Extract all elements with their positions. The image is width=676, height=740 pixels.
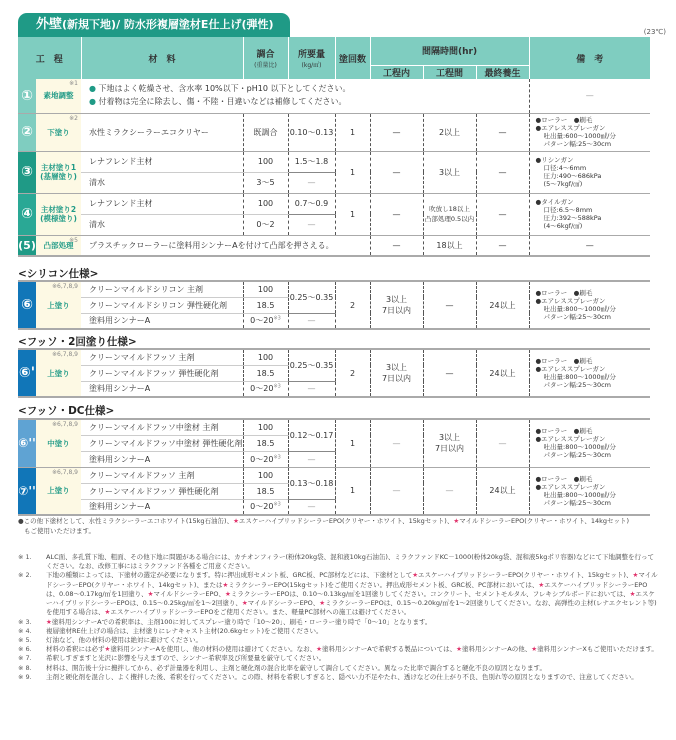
step-name: 主材塗り2: [40, 205, 77, 214]
footnote-7: ※ 7. 希釈しすぎますと光沢に影響を与えますので、シンナー希釈率及び所要量を厳守してください。: [18, 654, 326, 663]
ref-note: ※6,7,8,9: [51, 468, 78, 476]
header-remarks: 備 考: [529, 37, 650, 79]
interval-between: —: [423, 349, 476, 397]
mix-ratio: 100: [243, 349, 288, 365]
material-name: 清水: [81, 214, 243, 235]
coats: 1: [335, 193, 370, 235]
interval-between: 2以上: [423, 113, 476, 151]
amount: —: [288, 172, 335, 193]
interval-within: 3以上 7日以内: [370, 349, 423, 397]
table-row: [18, 113, 650, 151]
header-between: 工程間: [423, 65, 476, 79]
interval-within: —: [370, 193, 423, 235]
remarks: ●リシンガン 口径:4〜6mm 圧力:490〜686kPa (5〜7kgf/㎠): [529, 151, 650, 193]
material-name: クリーンマイルドフッソ中塗材 主剤: [81, 419, 243, 435]
final-cure: 24以上: [476, 349, 529, 397]
final-cure: —: [476, 113, 529, 151]
other-primer-note: ●この他下塗材として、水性ミラクシーラーエコホワイト(15kg石油缶)、★エスケーハイブリッドシーラーEPO(クリヤー・ホワイト、15kgセット)、★マイルドシーラーEPO(クリヤー・ホワイト、14kgセット) もご使用いただけます。: [18, 517, 630, 536]
interval-between: 18以上: [423, 235, 476, 256]
section-title-silicon: <シリコン仕様>: [18, 268, 99, 280]
mix-ratio: 0〜20$^{※3}$: [243, 381, 288, 397]
amount: 0.13〜0.18: [288, 467, 335, 499]
amount: 0.7〜0.9: [288, 193, 335, 214]
material-name: 塗料用シンナーA: [81, 313, 243, 329]
remarks: ●ローラー ●刷毛 ●エアレススプレーガン 吐出量:800〜1000㎖/分 パターン幅:25〜30cm: [529, 467, 650, 515]
material-name: 塗料用シンナーA: [81, 499, 243, 515]
interval-within: —: [370, 113, 423, 151]
header-within: 工程内: [370, 65, 423, 79]
footnote-1: ※ 1. ALC面、多孔質下地、粗面、その他下地に問題がある場合には、カチオンフィラー(粉体20kg袋、混和液10kg石油缶)、ミラクファンドKC－1000(粉体20kg袋、混和液5kgポリ容器)などにて下地調整を行ってください。なお、改修工事にはミラクファンド各種をご用意ください。: [18, 553, 654, 571]
footnote-2: ※ 2. 下地の種類によっては、下塗材の選定が必要になります。特に押出成形セメント板、GRC板、PC部材などには、下塗材として★エスケーハイブリッドシーラーEPO(クリヤー・ホワイト、15kgセット)、★マイルドシーラーEPO(クリヤー・ホワイト、14kgセット)、または★ミラクシーラーEPO(15kgセット)をご使用ください。押出成形セメント板、GRC板、PC部材においては、★エスケーハイブリッドシーラーEPOは、0.08〜0.17kg/㎡を1回塗り、★マイルドシーラーEPO、★ミラクシーラーEPOは、0.10〜0.13kg/㎡を1回塗りしてください。コンクリート、セメントモルタル、フレキシブルボードにおいては、★エスケーハイブリッドシーラーEPOは、0.15〜0.25kg/㎡を1〜2回塗り、★マイルドシーラーEPO、★ミラクシーラーEPOは、0.15〜0.20kg/㎡を1〜2回塗りしてください。なお、高弾性の主材(レナエクセレント等)を使用する場合は、★エスケーハイブリッドシーラーEPOをご使用ください。また、軽量PC部材への施工は避けてください。: [18, 571, 658, 617]
step-name: 凸部処理: [43, 240, 74, 250]
step-name: 上塗り: [47, 368, 70, 378]
material-name: レナフレンド主材: [81, 193, 243, 214]
coats: 1: [335, 467, 370, 515]
interval-between: 吹放し18以上 凸部処理0.5以内: [423, 193, 476, 235]
mix-ratio: 0〜20$^{※3}$: [243, 313, 288, 329]
amount: 0.25〜0.35: [288, 281, 335, 313]
header-mix-sub: (重量比): [254, 62, 277, 69]
interval-within: —: [370, 419, 423, 467]
mix-ratio: 100: [243, 193, 288, 214]
remarks: ●ローラー ●刷毛 ●エアレススプレーガン 吐出量:600〜1000㎖/分 パターン幅:25〜30cm: [529, 113, 650, 151]
material-name: レナフレンド主材: [81, 151, 243, 172]
material-name: クリーンマイルドフッソ 主剤: [81, 467, 243, 483]
footnote-3: ※ 3. ★塗料用シンナーAでの希釈率は、主剤100に対してスプレー塗り時で「10〜20」、刷毛・ローラー塗り時で「0〜10」となります。: [18, 617, 432, 626]
process-table: [18, 37, 650, 257]
section-title-fluoro-2coat: <フッソ・2回塗り仕様>: [18, 336, 137, 348]
mix-ratio: 18.5: [243, 365, 288, 381]
header-coats: 塗回数: [335, 37, 370, 79]
remarks: —: [529, 79, 650, 113]
step-name: 素地調整: [43, 91, 74, 101]
header-material: 材 料: [81, 37, 243, 79]
final-cure: 24以上: [476, 281, 529, 329]
coats: 2: [335, 349, 370, 397]
page-title: [18, 13, 290, 37]
interval-within: 3以上 7日以内: [370, 281, 423, 329]
table-row: [18, 349, 650, 365]
step-name: 中塗り: [47, 438, 70, 448]
material-name: クリーンマイルドフッソ中塗材 弾性硬化剤: [81, 435, 243, 451]
header-interval: 間隔時間(hr): [370, 37, 529, 65]
amount: 0.25〜0.35: [288, 349, 335, 381]
material-name: クリーンマイルドフッソ 弾性硬化剤: [81, 483, 243, 499]
mix-ratio: 100: [243, 467, 288, 483]
star-icon: ★: [453, 517, 460, 525]
table-row: [18, 419, 650, 435]
footnote-5: ※ 5. 灯油など、他の材料の使用は絶対に避けてください。: [18, 635, 202, 644]
ref-note: ※1: [69, 80, 79, 87]
mix-ratio: 3〜5: [243, 172, 288, 193]
remarks: ●ローラー ●刷毛 ●エアレススプレーガン 吐出量:800〜1000㎖/分 パターン幅:25〜30cm: [529, 281, 650, 329]
note-line: ● 下地はよく乾燥させ、含水率 10%以下・pH10 以下としてください。: [89, 83, 351, 93]
material-name: 清水: [81, 172, 243, 193]
footnote-9: ※ 9. 主剤と硬化剤を混合し、よく攪拌した後、希釈を行ってください。この際、材料を希釈しすぎると、隠ぺい力不足やたれ、透けなどの仕上がり不良、色別れ等の原因となりますので、注意してください。: [18, 672, 638, 681]
step-name: 下塗り: [47, 127, 70, 137]
amount: —: [288, 381, 335, 397]
final-cure: —: [476, 151, 529, 193]
step-number: ③: [21, 164, 33, 180]
step-name-sub: (模様塗り): [40, 214, 77, 223]
mix-ratio: 100: [243, 151, 288, 172]
material-name: 水性ミラクシーラーエコクリヤー: [81, 113, 243, 151]
section-title-fluoro-dc: <フッソ・DC仕様>: [18, 405, 115, 417]
interval-between: 3以上: [423, 151, 476, 193]
table-row: [18, 193, 650, 214]
ref-note: ※6,7,8,9: [51, 351, 78, 358]
step-number: ④: [21, 206, 33, 222]
interval-within: —: [370, 235, 423, 256]
final-cure: —: [476, 419, 529, 467]
ref-note: ※6,7,8,9: [51, 283, 78, 290]
coats: 1: [335, 419, 370, 467]
mix-ratio: 100: [243, 281, 288, 297]
mix-ratio: 18.5: [243, 483, 288, 499]
step-number: (5): [18, 238, 36, 252]
mix-ratio: 既調合: [243, 113, 288, 151]
footnote-8: ※ 8. 材料は、開缶後十分に攪拌してから、必ず計量器を利用し、主剤と硬化剤の混合比率を厳守して調合してください。異なった比率で調合すると硬化不良の原因となります。: [18, 663, 546, 672]
amount: —: [288, 313, 335, 329]
material-name: 塗料用シンナーA: [81, 451, 243, 467]
interval-between: 3以上 7日以内: [423, 419, 476, 467]
footnote-4: ※ 4. 複層塗材RE仕上げの場合は、主材塗りにレナキャスト主材(20.6kgセット)をご使用ください。: [18, 626, 323, 635]
material-name: クリーンマイルドフッソ 主剤: [81, 349, 243, 365]
note-line: ● 付着物は完全に除去し、傷・不陸・目違いなどは補修してください。: [89, 96, 347, 106]
silicon-table: [18, 280, 650, 330]
step-number: ⑦'': [18, 483, 36, 498]
header-amount-label: 所要量: [298, 50, 326, 60]
coats: 1: [335, 151, 370, 193]
mix-ratio: 100: [243, 419, 288, 435]
step-name: 上塗り: [47, 300, 70, 310]
ref-note: ※2: [69, 114, 79, 122]
header-mix: [243, 37, 288, 79]
material-name: クリーンマイルドシリコン 主剤: [81, 281, 243, 297]
step-number: ⑥': [18, 365, 36, 381]
footnote-6: ※ 6. 材料の希釈には必ず★塗料用シンナーAを使用し、他の材料の使用は避けてください。なお、★塗料用シンナーAで希釈する製品については、★塗料用シンナーAの他、★塗料用シンナーXもご使用いただけます。: [18, 645, 658, 654]
remarks: —: [529, 235, 650, 256]
mix-ratio: 0〜20$^{※3}$: [243, 499, 288, 515]
header-mix-label: 調合: [256, 50, 275, 60]
temperature-note: (23℃): [643, 28, 666, 36]
ref-note: ※6,7,8,9: [51, 421, 78, 428]
final-cure: 24以上: [476, 467, 529, 515]
final-cure: —: [476, 193, 529, 235]
amount: 0.12〜0.17: [288, 419, 335, 451]
table-row: [18, 151, 650, 172]
amount: —: [288, 499, 335, 515]
title-main: 外壁: [36, 17, 63, 32]
step-number: ⑥'': [18, 436, 36, 451]
mix-ratio: 18.5: [243, 297, 288, 313]
step-number: ⑥: [21, 297, 33, 313]
step-name-sub: (基層塗り): [40, 172, 77, 181]
material-name: クリーンマイルドフッソ 弾性硬化剤: [81, 365, 243, 381]
step-number: ①: [21, 87, 33, 104]
header-amount: [288, 37, 335, 79]
table-row: [18, 235, 650, 256]
step-name: 上塗り: [47, 486, 70, 496]
title-rest: / 防水形複層塗材E仕上げ(弾性): [116, 18, 274, 31]
coats: 1: [335, 113, 370, 151]
interval-between: —: [423, 467, 476, 515]
interval-within: —: [370, 151, 423, 193]
interval-within: —: [370, 467, 423, 515]
table-row: [18, 281, 650, 297]
remarks: ●ローラー ●刷毛 ●エアレススプレーガン 吐出量:800〜1000㎖/分 パターン幅:25〜30cm: [529, 349, 650, 397]
header-amount-sub: (kg/㎡): [301, 62, 322, 69]
coats: 2: [335, 281, 370, 329]
remarks: ●ローラー ●刷毛 ●エアレススプレーガン 吐出量:800〜1000㎖/分 パターン幅:25〜30cm: [529, 419, 650, 467]
amount: 1.5〜1.8: [288, 151, 335, 172]
amount: 0.10〜0.13: [288, 113, 335, 151]
step-number: ②: [21, 124, 33, 140]
material-name: 塗料用シンナーA: [81, 381, 243, 397]
material-name: プラスチックローラーに塗料用シンナーAを付けて凸部を押さえる。: [81, 235, 370, 256]
table-row: [18, 467, 650, 483]
fluoro-2coat-table: [18, 348, 650, 398]
remarks: ●タイルガン 口径:6.5〜8mm 圧力:392〜588kPa (4〜6kgf/㎠): [529, 193, 650, 235]
mix-ratio: 0〜2: [243, 214, 288, 235]
amount: —: [288, 451, 335, 467]
step-name: 主材塗り1: [40, 163, 77, 172]
amount: —: [288, 214, 335, 235]
mix-ratio: 0〜20$^{※3}$: [243, 451, 288, 467]
interval-between: —: [423, 281, 476, 329]
fluoro-dc-table: [18, 418, 650, 516]
table-row: [18, 79, 650, 113]
material-name: クリーンマイルドシリコン 弾性硬化剤: [81, 297, 243, 313]
footnotes: [18, 553, 658, 682]
title-paren: (新規下地): [62, 18, 117, 31]
header-process: 工 程: [18, 37, 81, 79]
header-final: 最終養生: [476, 65, 529, 79]
final-cure: —: [476, 235, 529, 256]
ref-note: ※5: [69, 236, 79, 244]
mix-ratio: 18.5: [243, 435, 288, 451]
star-icon: ★: [233, 517, 239, 525]
